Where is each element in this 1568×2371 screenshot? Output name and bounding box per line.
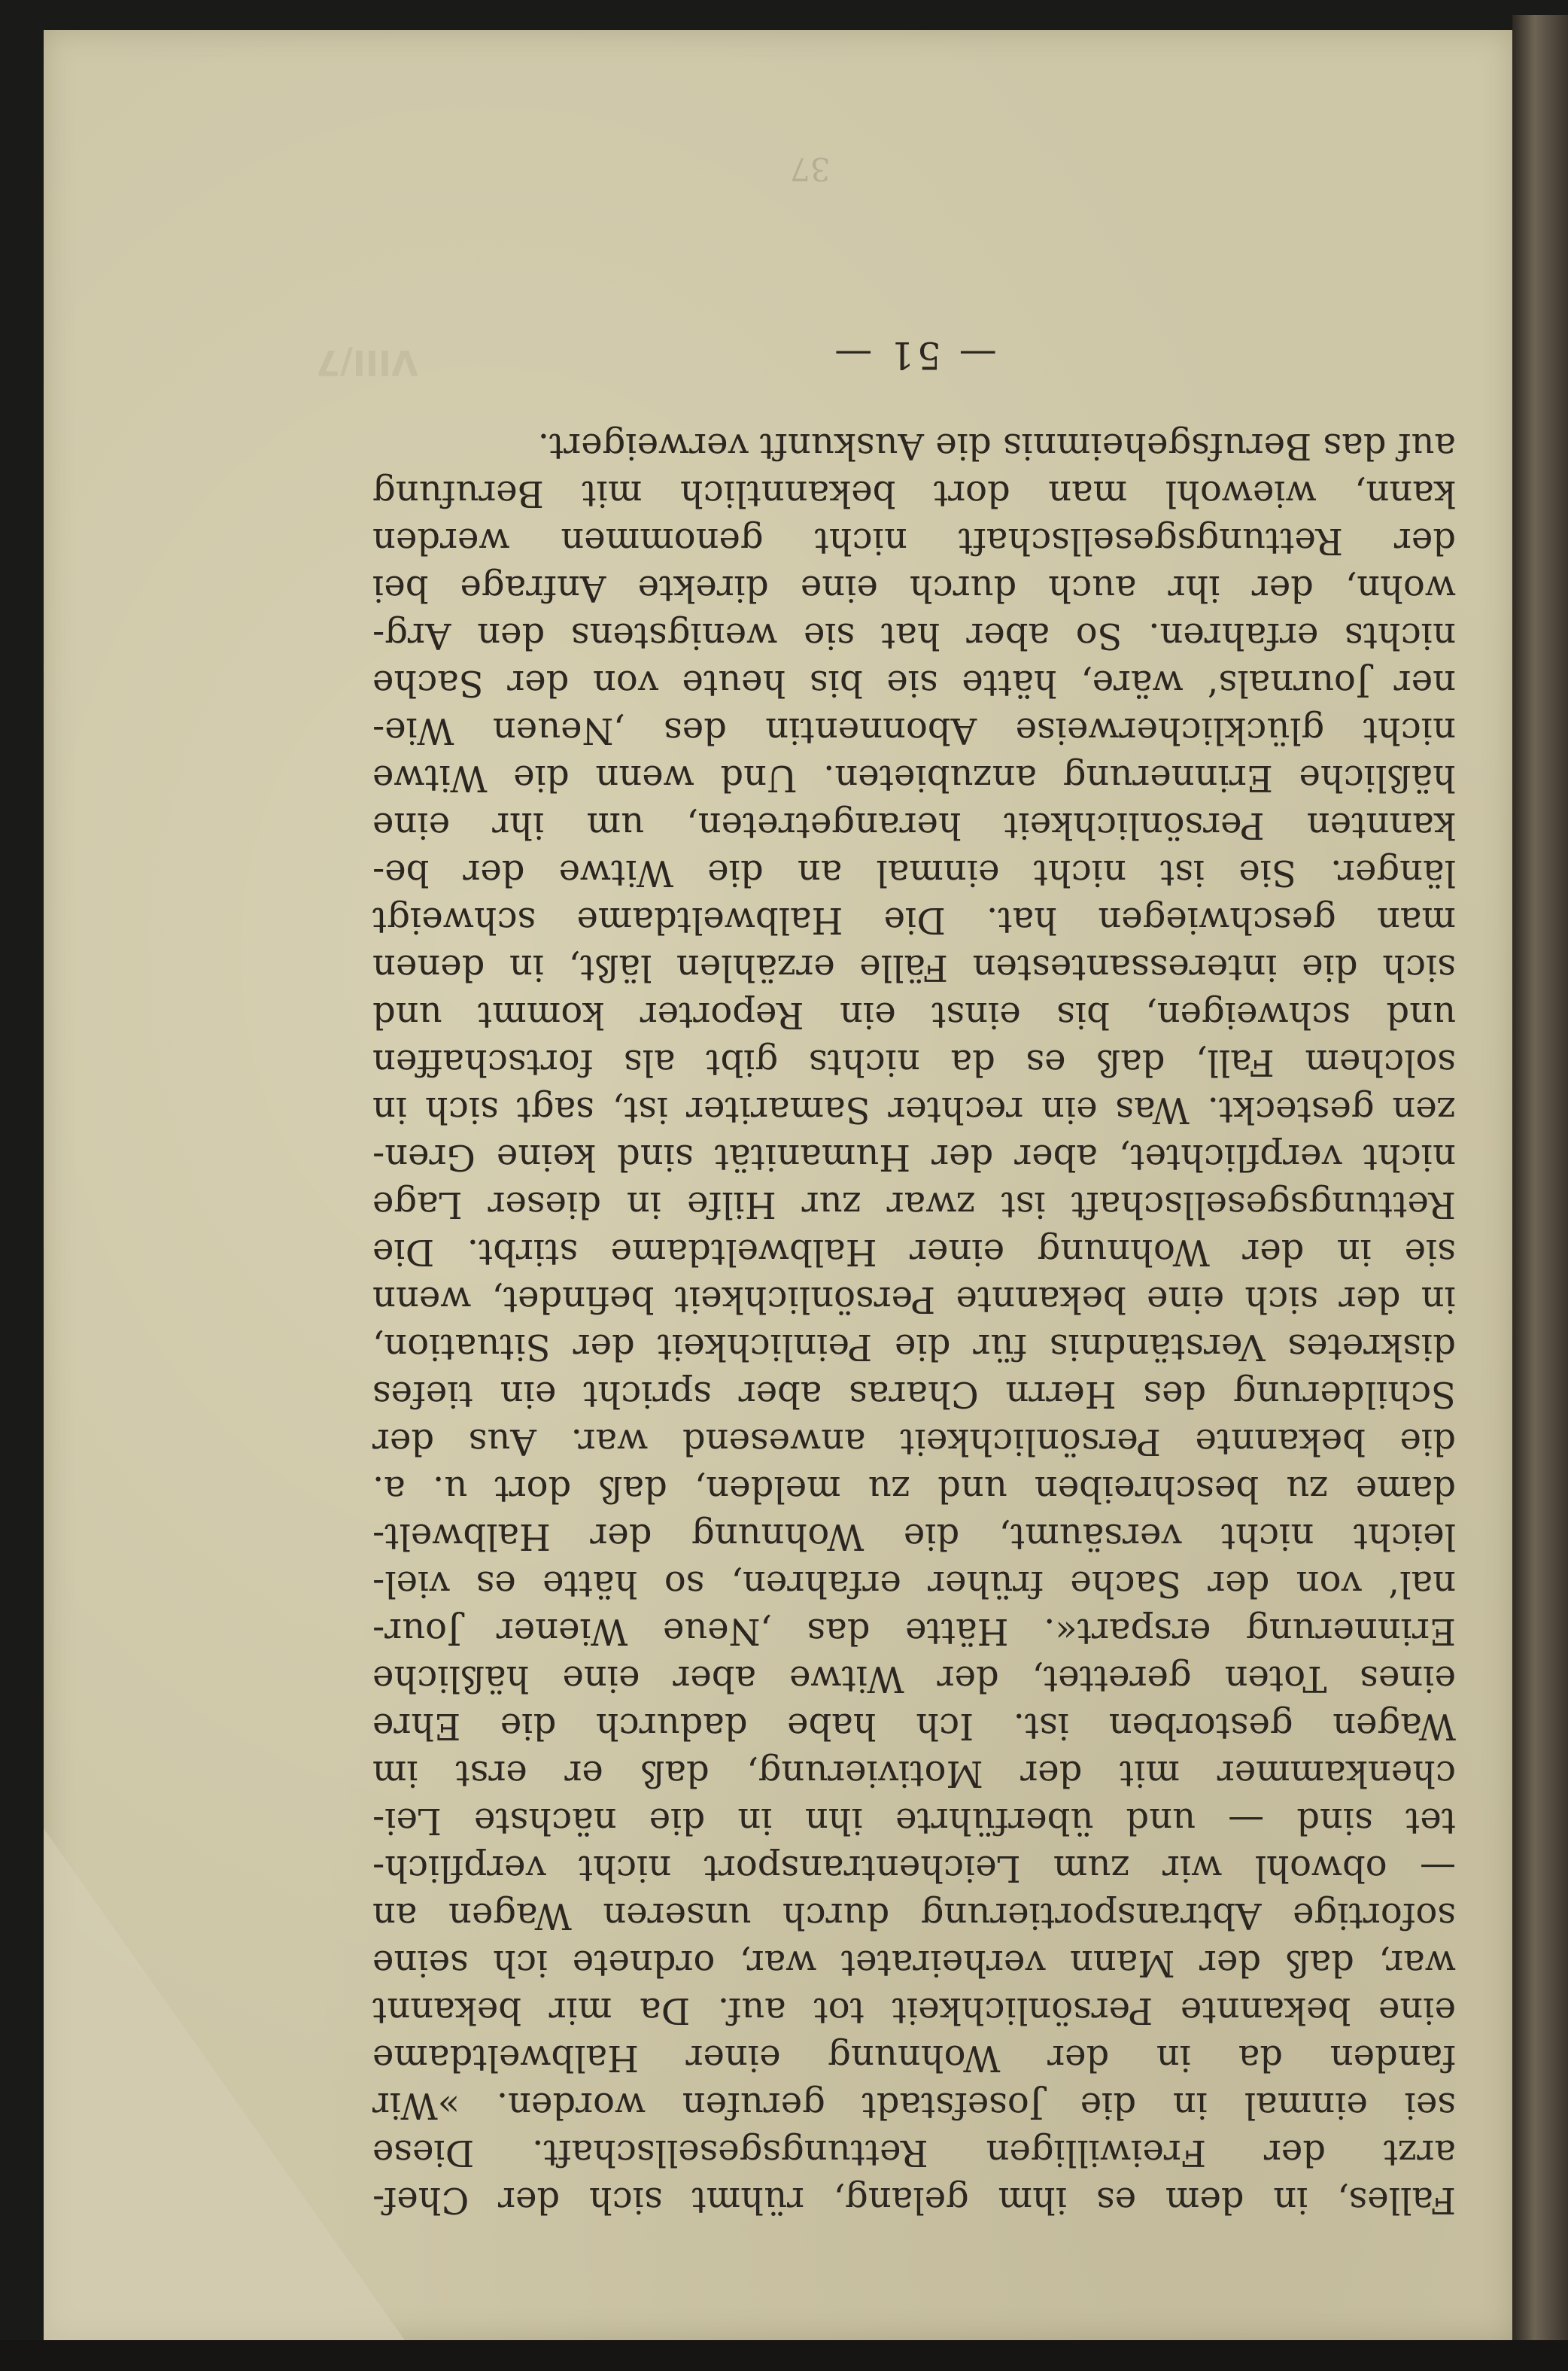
text-line: fanden da in der Wohnung einer Halbweltdame xyxy=(372,2037,1456,2079)
text-line: sich die interessantesten Fälle erzählen läßt, in denen xyxy=(372,947,1456,989)
text-line: nal‘ von der Sache früher erfahren, so hätte es viel- xyxy=(372,1563,1456,1605)
scan-bottom-edge xyxy=(0,2340,1568,2371)
text-line: auf das Berufsgeheimnis die Auskunft verweigert. xyxy=(537,425,1456,467)
text-line: zen gesteckt. Was ein rechter Samariter ist, sagt sich in xyxy=(372,1089,1456,1131)
text-line: kann, wiewohl man dort bekanntlich mit Berufung xyxy=(372,473,1456,515)
text-line: in der sich eine bekannte Persönlichkeit befindet, wenn xyxy=(372,1278,1456,1321)
text-line: man geschwiegen hat. Die Halbweltdame schweigt xyxy=(372,899,1456,941)
text-line: häßliche Erinnerung anzubieten. Und wenn die Witwe xyxy=(372,757,1456,799)
text-line: sie in der Wohnung einer Halbweltdame stirbt. Die xyxy=(372,1231,1456,1273)
text-line: der Rettungsgesellschaft nicht genommen werden xyxy=(372,520,1456,562)
text-line: kannten Persönlichkeit herangetreten, um ihr eine xyxy=(372,804,1456,847)
book-spine-edge xyxy=(1512,15,1568,2371)
text-line: und schweigen, bis einst ein Reporter kommt und xyxy=(372,994,1456,1036)
text-line: wohn, der ihr auch durch eine direkte Anfrage bei xyxy=(372,567,1456,609)
pencil-page-mark: 37 xyxy=(790,150,831,187)
text-line: leicht nicht versäumt, die Wohnung der Halbwelt- xyxy=(372,1515,1456,1558)
text-line: war, daß der Mann verheiratet war, ordnete ich seine xyxy=(372,1942,1456,1984)
text-line: nichts erfahren. So aber hat sie wenigstens den Arg- xyxy=(372,615,1456,657)
text-line: — obwohl wir zum Leichentransport nicht verpflich- xyxy=(372,1847,1456,1889)
body-text xyxy=(372,422,1456,2224)
text-line: diskretes Verständnis für die Peinlichkeit der Situation, xyxy=(372,1326,1456,1368)
text-line: eine bekannte Persönlichkeit tot auf. Da mir bekannt xyxy=(372,1990,1456,2032)
text-line: nicht glücklicherweise Abonnentin des ‚Neuen Wie- xyxy=(372,710,1456,752)
page-number: — 51 — xyxy=(831,333,997,377)
text-line: Erinnerung erspart«. Hätte das ‚Neue Wiener Jour- xyxy=(372,1610,1456,1652)
text-line: ner Journals‘ wäre, hätte sie bis heute von der Sache xyxy=(372,662,1456,704)
text-line: tet sind — und überführte ihn in die nächste Lei- xyxy=(372,1800,1456,1842)
text-line: Falles, in dem es ihm gelang, rühmt sich der Chef- xyxy=(372,2179,1456,2221)
text-line: Wagen gestorben ist. Ich habe dadurch die Ehre xyxy=(372,1705,1456,1747)
text-line: chenkammer mit der Motivierung, daß er erst im xyxy=(372,1752,1456,1795)
page-corner-fold xyxy=(44,1828,405,2340)
rotated-text-block xyxy=(372,333,1456,2224)
text-line: sofortige Abtransportierung durch unseren Wagen an xyxy=(372,1895,1456,1937)
text-line: Rettungsgesellschaft ist zwar zur Hilfe in dieser Lage xyxy=(372,1184,1456,1226)
text-line: eines Toten gerettet, der Witwe aber eine häßliche xyxy=(372,1658,1456,1700)
text-line: Schilderung des Herrn Charas aber spricht ein tiefes xyxy=(372,1373,1456,1415)
faint-stamp-mark: VIII/7 xyxy=(316,342,418,383)
text-line: länger. Sie ist nicht einmal an die Witwe der be- xyxy=(372,852,1456,894)
text-line: nicht verpflichtet, aber der Humanität sind keine Gren- xyxy=(372,1136,1456,1178)
text-line: die bekannte Persönlichkeit anwesend war. Aus der xyxy=(372,1421,1456,1463)
text-line: solchem Fall, daß es da nichts gibt als fortschaffen xyxy=(372,1041,1456,1084)
text-line: sei einmal in die Josefstadt gerufen worden. »Wir xyxy=(372,2084,1456,2126)
text-line: arzt der Freiwilligen Rettungsgesellschaft. Diese xyxy=(372,2132,1456,2174)
text-line: dame zu beschreiben und zu melden, daß dort u. a. xyxy=(372,1468,1456,1510)
